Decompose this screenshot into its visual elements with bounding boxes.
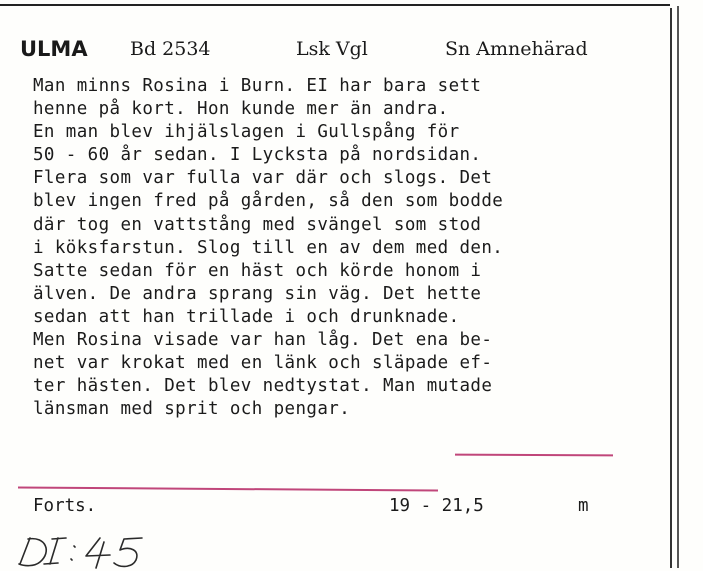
- text-line: Men Rosina visade var han låg. Det ena be-: [33, 330, 493, 351]
- top-border: [0, 4, 670, 6]
- text-line: Satte sedan för en häst och körde honom i: [33, 260, 482, 281]
- unit-label: m: [578, 496, 589, 516]
- text-line: Flera som var fulla var där och slogs. Det: [33, 168, 493, 189]
- text-line: i köksfarstun. Slog till en av dem med den.: [33, 237, 504, 258]
- text-line: blev ingen fred på gården, så den som bodde: [33, 191, 504, 212]
- text-line: 50 - 60 år sedan. I Lycksta på nordsidan.: [33, 145, 482, 166]
- text-line: sedan att han trillade i och drunknade.: [33, 306, 460, 327]
- volume-number: Bd 2534: [130, 38, 211, 60]
- text-line: net var krokat med en länk och släpade ef-: [33, 353, 493, 374]
- archive-code: ULMA: [20, 37, 88, 61]
- text-line: En man blev ihjälslagen i Gullspång för: [33, 122, 460, 143]
- text-line: där tog en vattstång med svängel som stod: [33, 214, 482, 235]
- transcript-body: [33, 75, 633, 421]
- text-line: älven. De andra sprang sin väg. Det hette: [33, 283, 482, 304]
- district: Sn Amnehärad: [445, 38, 588, 60]
- text-line: Man minns Rosina i Burn. EI har bara sett: [33, 76, 482, 96]
- text-line: henne på kort. Hon kunde mer än andra.: [33, 99, 449, 120]
- pink-underline-mark: [18, 487, 438, 492]
- right-margin-rule: [670, 8, 672, 568]
- text-line: länsman med sprit och pengar.: [33, 399, 351, 420]
- continued-label: Forts.: [33, 496, 97, 516]
- parish: Lsk Vgl: [296, 38, 368, 60]
- card-footer: [33, 496, 633, 522]
- page-range: 19 - 21,5: [389, 496, 484, 516]
- pink-underline-mark: [455, 454, 613, 457]
- handwritten-signature: [14, 530, 184, 570]
- text-line: ter hästen. Det blev nedtystat. Man mutade: [33, 376, 493, 397]
- right-margin-rule-outer: [677, 6, 679, 568]
